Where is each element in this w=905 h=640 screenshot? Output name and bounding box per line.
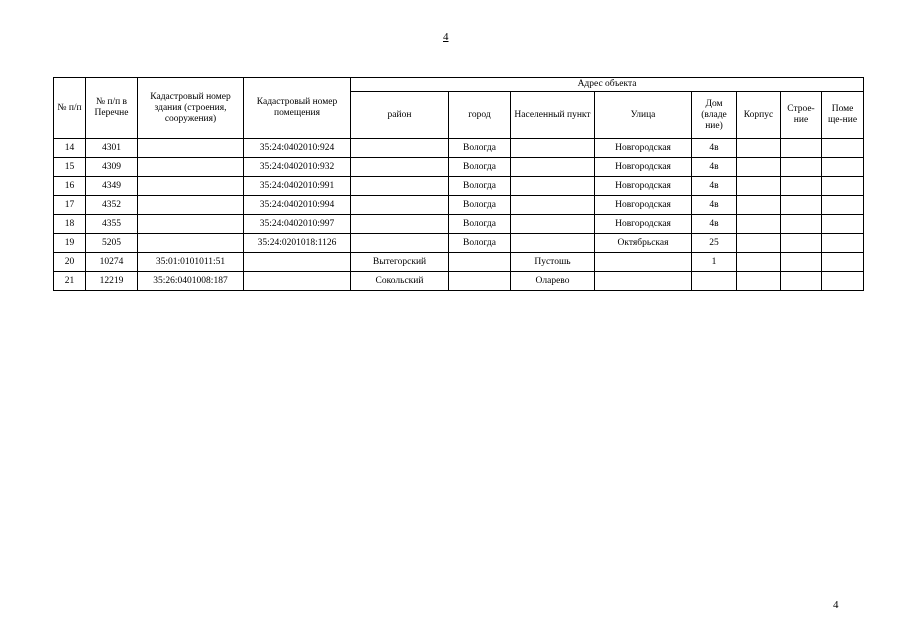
cell-building: [781, 139, 822, 158]
cell-room-cadastral: 35:24:0402010:924: [244, 139, 351, 158]
cell-list-num: 4349: [86, 177, 138, 196]
cell-building-cadastral: [138, 177, 244, 196]
cell-building-cadastral: 35:01:0101011:51: [138, 253, 244, 272]
cell-building: [781, 253, 822, 272]
cell-list-num: 4309: [86, 158, 138, 177]
header-house: Дом (владе ние): [692, 92, 737, 139]
header-city: город: [449, 92, 511, 139]
header-street: Улица: [595, 92, 692, 139]
cell-korpus: [737, 158, 781, 177]
cell-city: [449, 253, 511, 272]
cell-street: Новгородская: [595, 177, 692, 196]
cell-list-num: 4355: [86, 215, 138, 234]
cell-house: 4в: [692, 196, 737, 215]
header-num: № п/п: [54, 78, 86, 139]
cell-list-num: 12219: [86, 272, 138, 291]
cell-settlement: [511, 234, 595, 253]
cell-house: 4в: [692, 215, 737, 234]
cell-building-cadastral: 35:26:0401008:187: [138, 272, 244, 291]
cell-street: Новгородская: [595, 139, 692, 158]
table-row: [54, 196, 864, 215]
cell-district: [351, 196, 449, 215]
cell-korpus: [737, 234, 781, 253]
cell-district: [351, 158, 449, 177]
property-address-table: [53, 77, 864, 291]
cell-num: 15: [54, 158, 86, 177]
cell-settlement: [511, 215, 595, 234]
cell-room: [822, 158, 864, 177]
cell-street: [595, 253, 692, 272]
cell-korpus: [737, 253, 781, 272]
cell-house: [692, 272, 737, 291]
cell-settlement: Пустошь: [511, 253, 595, 272]
table-body: [54, 139, 864, 291]
header-korpus: Корпус: [737, 92, 781, 139]
table-row: [54, 177, 864, 196]
table-row: [54, 139, 864, 158]
cell-building: [781, 215, 822, 234]
cell-building-cadastral: [138, 196, 244, 215]
cell-building-cadastral: [138, 215, 244, 234]
cell-city: Вологда: [449, 196, 511, 215]
cell-building: [781, 272, 822, 291]
cell-num: 20: [54, 253, 86, 272]
page-number-top: 4: [443, 31, 449, 43]
header-room-cadastral: Кадастровый номер помещения: [244, 78, 351, 139]
cell-settlement: [511, 196, 595, 215]
cell-room-cadastral: 35:24:0402010:994: [244, 196, 351, 215]
table-row: [54, 158, 864, 177]
cell-street: Октябрьская: [595, 234, 692, 253]
cell-city: [449, 272, 511, 291]
cell-room: [822, 253, 864, 272]
cell-city: Вологда: [449, 177, 511, 196]
cell-city: Вологда: [449, 215, 511, 234]
header-building-cadastral: Кадастровый номер здания (строения, сооружения): [138, 78, 244, 139]
cell-building: [781, 196, 822, 215]
cell-district: Вытегорский: [351, 253, 449, 272]
header-list-num: № п/п в Перечне: [86, 78, 138, 139]
cell-room-cadastral: 35:24:0201018:1126: [244, 234, 351, 253]
cell-street: Новгородская: [595, 158, 692, 177]
cell-street: Новгородская: [595, 215, 692, 234]
cell-city: Вологда: [449, 234, 511, 253]
cell-settlement: [511, 158, 595, 177]
header-building: Строе-ние: [781, 92, 822, 139]
cell-building: [781, 234, 822, 253]
cell-room: [822, 272, 864, 291]
cell-building-cadastral: [138, 158, 244, 177]
cell-room: [822, 139, 864, 158]
cell-building-cadastral: [138, 234, 244, 253]
cell-list-num: 4301: [86, 139, 138, 158]
cell-num: 21: [54, 272, 86, 291]
cell-room-cadastral: 35:24:0402010:997: [244, 215, 351, 234]
header-row-top: [54, 78, 864, 92]
table-row: [54, 215, 864, 234]
cell-district: [351, 139, 449, 158]
cell-num: 16: [54, 177, 86, 196]
cell-district: [351, 177, 449, 196]
cell-house: 4в: [692, 158, 737, 177]
cell-house: 1: [692, 253, 737, 272]
cell-district: [351, 215, 449, 234]
cell-building: [781, 177, 822, 196]
cell-list-num: 5205: [86, 234, 138, 253]
cell-korpus: [737, 177, 781, 196]
cell-building-cadastral: [138, 139, 244, 158]
cell-korpus: [737, 196, 781, 215]
cell-city: Вологда: [449, 139, 511, 158]
cell-num: 17: [54, 196, 86, 215]
table-row: [54, 234, 864, 253]
cell-building: [781, 158, 822, 177]
cell-house: 25: [692, 234, 737, 253]
cell-room: [822, 215, 864, 234]
cell-settlement: [511, 139, 595, 158]
header-district: район: [351, 92, 449, 139]
cell-list-num: 10274: [86, 253, 138, 272]
cell-room-cadastral: 35:24:0402010:991: [244, 177, 351, 196]
cell-room-cadastral: [244, 253, 351, 272]
table-row: [54, 272, 864, 291]
header-room: Поме ще-ние: [822, 92, 864, 139]
cell-street: [595, 272, 692, 291]
cell-korpus: [737, 215, 781, 234]
table-row: [54, 253, 864, 272]
cell-room-cadastral: 35:24:0402010:932: [244, 158, 351, 177]
cell-settlement: [511, 177, 595, 196]
cell-korpus: [737, 272, 781, 291]
cell-room: [822, 196, 864, 215]
cell-num: 18: [54, 215, 86, 234]
cell-room: [822, 234, 864, 253]
cell-room: [822, 177, 864, 196]
cell-city: Вологда: [449, 158, 511, 177]
header-settlement: Населенный пункт: [511, 92, 595, 139]
cell-korpus: [737, 139, 781, 158]
cell-district: Сокольский: [351, 272, 449, 291]
cell-house: 4в: [692, 177, 737, 196]
cell-list-num: 4352: [86, 196, 138, 215]
header-address-group: Адрес объекта: [351, 78, 864, 92]
page-number-bottom: 4: [833, 599, 839, 611]
cell-room-cadastral: [244, 272, 351, 291]
cell-house: 4в: [692, 139, 737, 158]
cell-settlement: Оларево: [511, 272, 595, 291]
cell-num: 14: [54, 139, 86, 158]
cell-district: [351, 234, 449, 253]
cell-num: 19: [54, 234, 86, 253]
cell-street: Новгородская: [595, 196, 692, 215]
